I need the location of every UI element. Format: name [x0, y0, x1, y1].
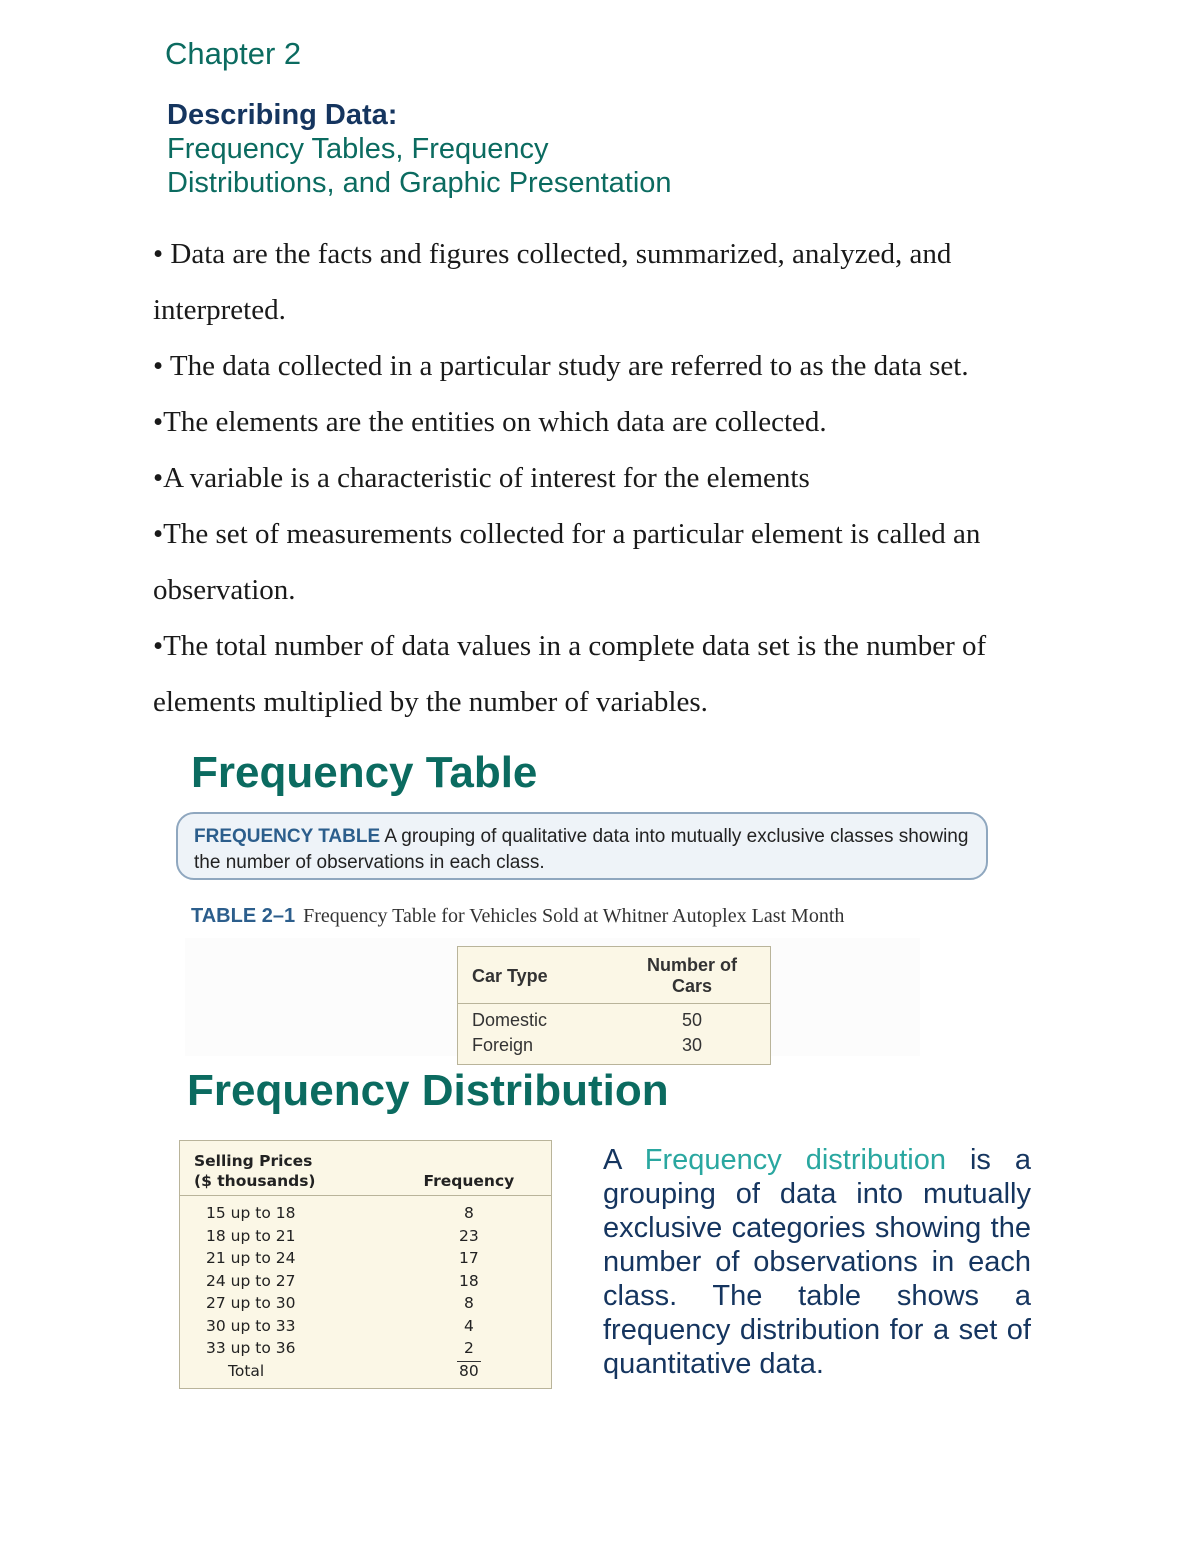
frequency-cell: 2: [463, 1339, 474, 1358]
bullet-item: • Data are the facts and figures collected, summarized, analyzed, and interpreted.: [153, 238, 952, 326]
car-type-table: [457, 946, 771, 1065]
range-cell: 18 up to 21: [206, 1226, 296, 1245]
table-row: [180, 1337, 552, 1360]
distribution-definition: [603, 1143, 1031, 1381]
subtitle-line-2: Distributions, and Graphic Presentation: [167, 167, 672, 199]
car-type-cell: Foreign: [472, 1035, 534, 1055]
chapter-label: Chapter 2: [165, 36, 302, 71]
range-cell: 24 up to 27: [206, 1271, 296, 1290]
table-caption-text: Frequency Table for Vehicles Sold at Whitner Autoplex Last Month: [303, 905, 845, 927]
header-line: ($ thousands): [194, 1172, 316, 1190]
bullet-item: •A variable is a characteristic of interest for the elements: [153, 462, 810, 494]
bullet-list: [153, 226, 1073, 730]
range-cell: 15 up to 18: [206, 1204, 296, 1223]
car-count-cell: 50: [681, 1010, 703, 1030]
bullet-item: • The data collected in a particular study are referred to as the data set.: [153, 350, 969, 382]
table-row: [180, 1225, 552, 1248]
definition-rest: is a grouping of data into mutually exclusive categories showing the number of observations in each class. The table shows a frequency distribution for a set of quantitative data.: [603, 1144, 1031, 1380]
table-row: [180, 1247, 552, 1270]
chapter-subtitle: [167, 98, 672, 200]
definition-box: [176, 812, 988, 880]
range-cell: 21 up to 24: [206, 1249, 296, 1268]
table-row: [180, 1292, 552, 1315]
car-type-cell: Domestic: [472, 1010, 548, 1030]
total-label: Total: [228, 1361, 265, 1380]
definition-prefix: A: [603, 1144, 621, 1176]
frequency-cell: 4: [463, 1316, 474, 1335]
frequency-cell: 18: [459, 1271, 479, 1290]
frequency-table-title: Frequency Table: [191, 748, 538, 797]
total-row: [180, 1360, 552, 1389]
frequency-cell: 17: [459, 1249, 479, 1268]
definition-text: A grouping of qualitative data into mutually exclusive classes showing the number of observations in each class.: [194, 826, 969, 873]
bullet-item: •The total number of data values in a complete data set is the number of elements multiplied by the number of variables.: [153, 630, 987, 718]
total-value: 80: [459, 1361, 479, 1380]
table-row: [458, 1033, 771, 1065]
frequency-cell: 23: [459, 1226, 479, 1245]
column-header: Frequency: [387, 1141, 552, 1196]
range-cell: 27 up to 30: [206, 1294, 296, 1313]
bullet-item: •The elements are the entities on which data are collected.: [153, 406, 827, 438]
table-row: [180, 1196, 552, 1225]
column-header: [180, 1141, 387, 1196]
header-line: Selling Prices: [194, 1152, 313, 1170]
range-cell: 30 up to 33: [206, 1316, 296, 1335]
table-caption-label: TABLE 2–1: [191, 905, 296, 927]
subtitle-bold: Describing Data:: [167, 99, 398, 131]
definition-term: FREQUENCY TABLE: [194, 826, 381, 847]
frequency-cell: 8: [463, 1294, 474, 1313]
table-row: [458, 1004, 771, 1034]
range-cell: 33 up to 36: [206, 1339, 296, 1358]
subtitle-line-1: Frequency Tables, Frequency: [167, 133, 549, 165]
table-caption: [191, 905, 844, 928]
table-row: [180, 1270, 552, 1293]
total-value-cell: [387, 1360, 552, 1389]
table-row: [180, 1315, 552, 1338]
column-header: Number of Cars: [614, 947, 771, 1004]
frequency-distribution-title: Frequency Distribution: [187, 1066, 669, 1115]
definition-highlight: Frequency distribution: [644, 1144, 946, 1176]
column-header: Car Type: [458, 947, 615, 1004]
frequency-cell: 8: [463, 1204, 474, 1223]
car-count-cell: 30: [681, 1035, 703, 1055]
frequency-distribution-table: [179, 1140, 552, 1389]
bullet-item: •The set of measurements collected for a particular element is called an observation.: [153, 518, 981, 606]
